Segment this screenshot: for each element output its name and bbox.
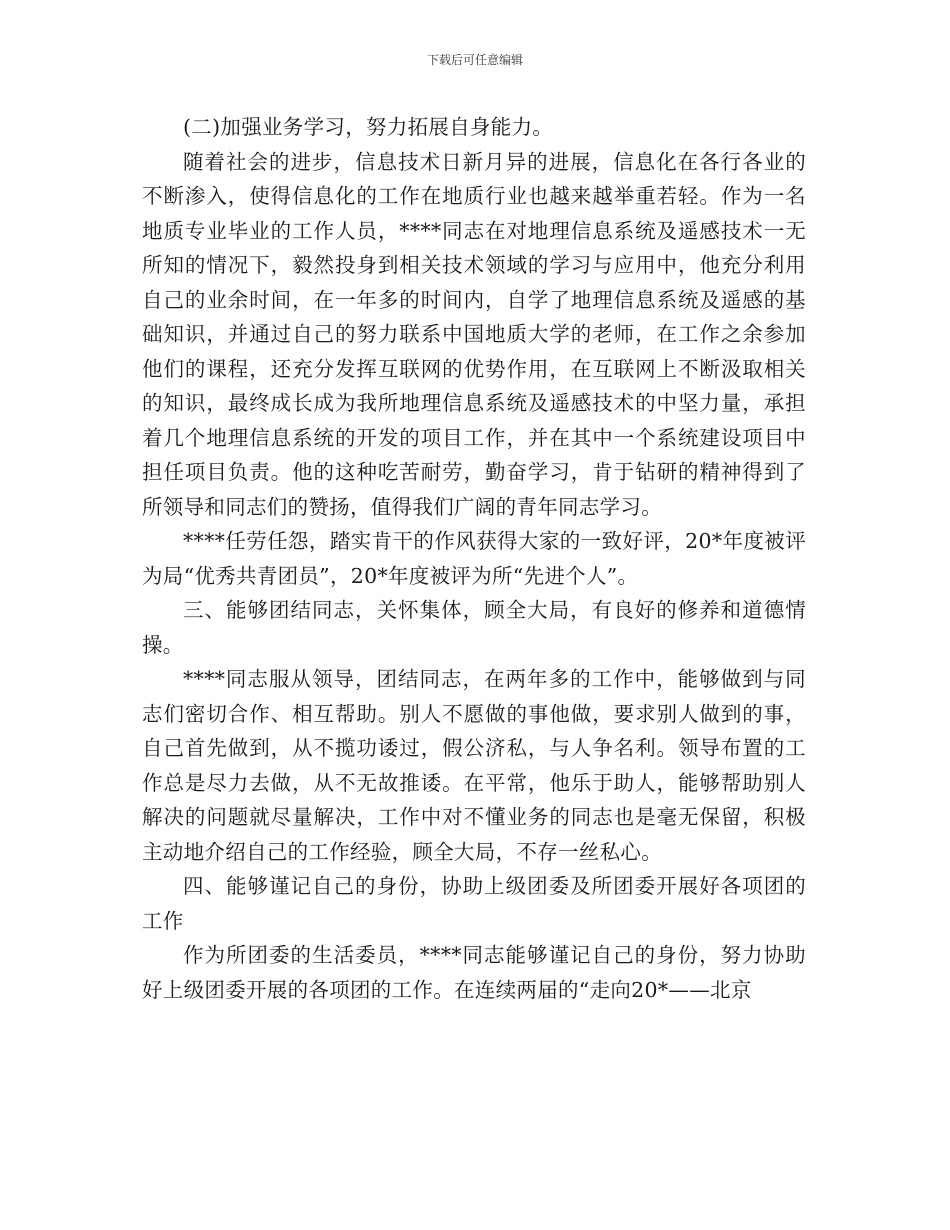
body-paragraph: 作为所团委的生活委员，****同志能够谨记自己的身份，努力协助好上级团委开展的各项团的工作。在连续两届的“走向20*——北京 — [142, 943, 806, 1002]
subsection-heading: (二)加强业务学习，努力拓展自身能力。 — [183, 115, 554, 139]
section-heading: 三、能够团结同志，关怀集体，顾全大局，有良好的修养和道德情操。 — [142, 598, 806, 657]
document-body — [142, 110, 806, 1007]
body-paragraph: 随着社会的进步，信息技术日新月异的进展，信息化在各行各业的不断渗入，使得信息化的工作在地质行业也越来越举重若轻。作为一名地质专业毕业的工作人员，****同志在对地理信息系统及遥感技术一无所知的情况下，毅然投身到相关技术领域的学习与应用中，他充分利用自己的业余时间，在一年多的时间内，自学了地理信息系统及遥感的基础知识，并通过自己的努力联系中国地质大学的老师，在工作之余参加他们的课程，还充分发挥互联网的优势作用，在互联网上不断汲取相关的知识，最终成长成为我所地理信息系统及遥感技术的中坚力量，承担着几个地理信息系统的开发的项目工作，并在其中一个系统建设项目中担任项目负责。他的这种吃苦耐劳，勤奋学习，肯于钻研的精神得到了所领导和同志们的赞扬，值得我们广阔的青年同志学习。 — [142, 149, 806, 519]
section-heading: 四、能够谨记自己的身份，协助上级团委及所团委开展好各项团的工作 — [142, 874, 806, 933]
body-paragraph: ****任劳任怨，踏实肯干的作风获得大家的一致好评，20*年度被评为局“优秀共青团员”，20*年度被评为所“先进个人”。 — [142, 529, 806, 588]
page-header: 下载后可任意编辑 — [426, 53, 523, 67]
body-paragraph: ****同志服从领导，团结同志，在两年多的工作中，能够做到与同志们密切合作、相互帮助。别人不愿做的事他做，要求别人做到的事，自己首先做到，从不揽功诿过，假公济私，与人争名利。领导布置的工作总是尽力去做，从不无故推诿。在平常，他乐于助人，能够帮助别人解决的问题就尽量解决，工作中对不懂业务的同志也是毫无保留，积极主动地介绍自己的工作经验，顾全大局，不存一丝私心。 — [142, 667, 806, 864]
